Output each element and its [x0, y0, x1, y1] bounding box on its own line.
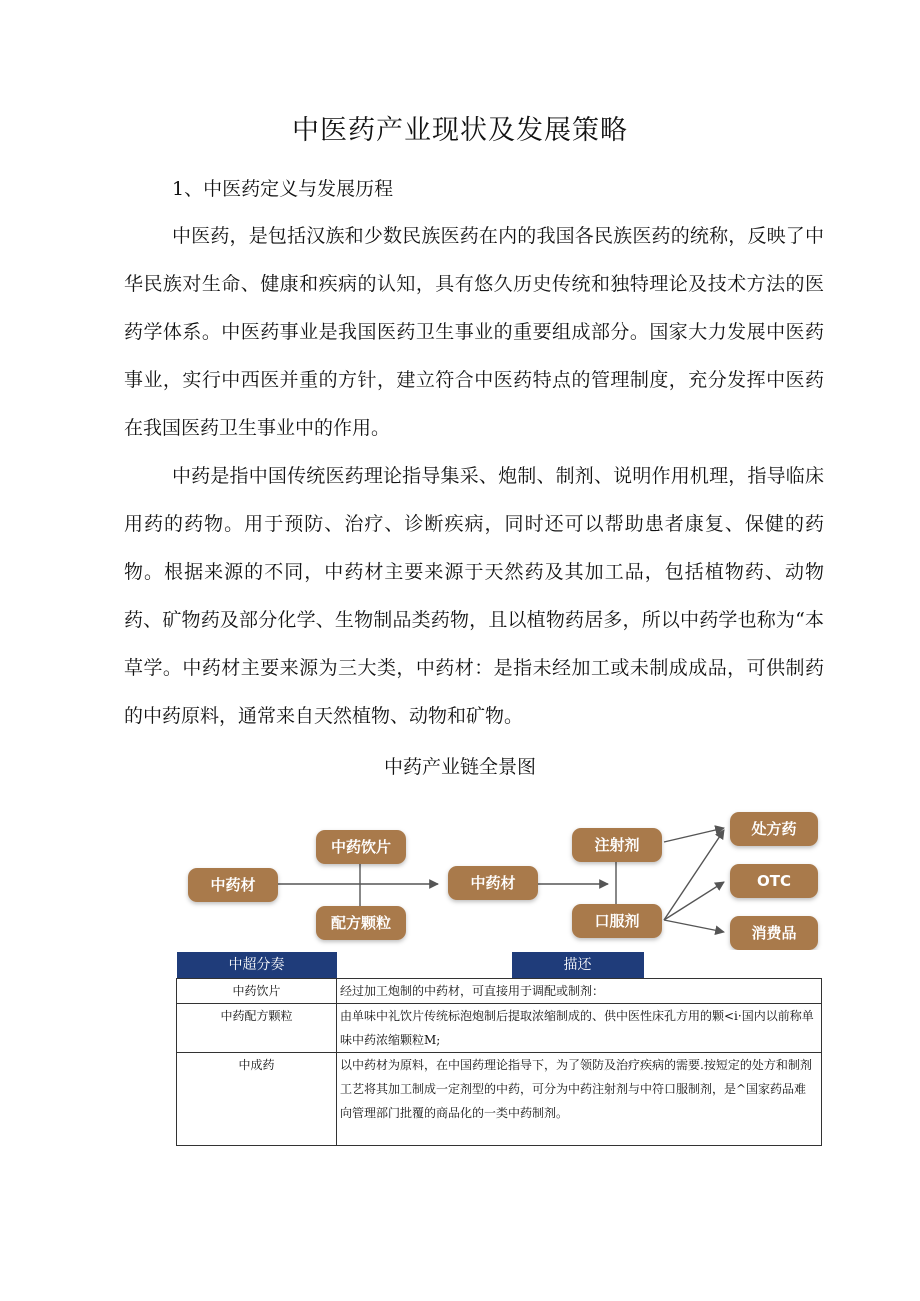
- svg-text:消费品: 消费品: [751, 924, 797, 942]
- node-consumer: [730, 916, 818, 950]
- page-title: 中医药产业现状及发展策略: [292, 115, 628, 146]
- row-category: 中成药: [177, 1053, 337, 1146]
- node-decoction-pieces: [316, 830, 406, 864]
- node-injection: [572, 828, 662, 862]
- row-description: 以中药材为原料，在中国药理论指导下，为了领防及治疗疾病的需要.按短定的处方和制剂工艺将其加工制成一定剂型的中药，可分为中药注射剂与中符口服制剂，是^国家药品难向管理部门批覆的商品化的一类中药制剂。: [337, 1053, 822, 1146]
- node-raw-material: [188, 868, 278, 902]
- paragraph-tcm-definition: 中医药，是包括汉族和少数民族医药在内的我国各民族医药的统称，反映了中华民族对生命、健康和疾病的认知，具有悠久历史传统和独特理论及技术方法的医药学体系。中医药事业是我国医药卫生事业的重要组成部分。国家大力发展中医药事业，实行中西医并重的方针，建立符合中医药特点的管理制度，充分发挥中医药在我国医药卫生事业中的作用。: [124, 225, 824, 439]
- svg-text:中药材: 中药材: [470, 874, 516, 892]
- node-formula-granules: [316, 906, 406, 940]
- link-oral-otc: [664, 882, 724, 920]
- svg-text:处方药: 处方药: [751, 820, 797, 838]
- header-description: 描还: [512, 952, 644, 978]
- link-oral-consumer: [664, 920, 724, 932]
- row-description: 经过加工炮制的中药材，可直接用于调配或制剂：: [337, 979, 822, 1004]
- link-oral-prescription: [664, 830, 724, 920]
- link-injection-prescription: [664, 828, 724, 842]
- node-prescription: [730, 812, 818, 846]
- svg-text:配方颗粒: 配方颗粒: [330, 914, 392, 932]
- industry-chain-diagram: [170, 800, 830, 950]
- header-category-cell: [177, 952, 337, 979]
- table-row: [177, 1053, 822, 1146]
- row-category: 中药配方颗粒: [177, 1004, 337, 1053]
- node-oral: [572, 904, 662, 938]
- section-heading: 1、中医药定义与发展历程: [172, 178, 394, 200]
- svg-text:OTC: OTC: [757, 872, 791, 890]
- paragraph-chinese-medicine: 中药是指中国传统医药理论指导集采、炮制、制剂、说明作用机理，指导临床用药的药物。用于预防、治疗、诊断疾病，同时还可以帮助患者康复、保健的药物。根据来源的不同，中药材主要来源于天然药及其加工品，包括植物药、动物药、矿物药及部分化学、生物制品类药物，且以植物药居多，所以中药学也称为“本草学。中药材主要来源为三大类，中药材：是指未经加工或未制成成品，可供制药的中药原料，通常来自天然植物、动物和矿物。: [124, 465, 824, 727]
- svg-text:口服剂: 口服剂: [594, 912, 640, 930]
- header-description-cell: [337, 952, 822, 979]
- node-otc: [730, 864, 818, 898]
- svg-text:注射剂: 注射剂: [594, 836, 640, 854]
- row-description: 由单味中礼饮片传统标泡炮制后提取浓缩制成的、供中医性床孔方用的颗<i·国内以前称单味中药浓缩颗粒M;: [337, 1004, 822, 1053]
- row-category: 中药饮片: [177, 979, 337, 1004]
- classification-table: [176, 952, 822, 1146]
- table-row: [177, 979, 822, 1004]
- svg-text:中药材: 中药材: [210, 876, 256, 894]
- svg-text:中药饮片: 中药饮片: [330, 838, 392, 856]
- header-category: 中超分奏: [177, 952, 337, 978]
- figure-caption: 中药产业链全景图: [383, 756, 536, 778]
- node-mid-material: [448, 866, 538, 900]
- table-row: [177, 1004, 822, 1053]
